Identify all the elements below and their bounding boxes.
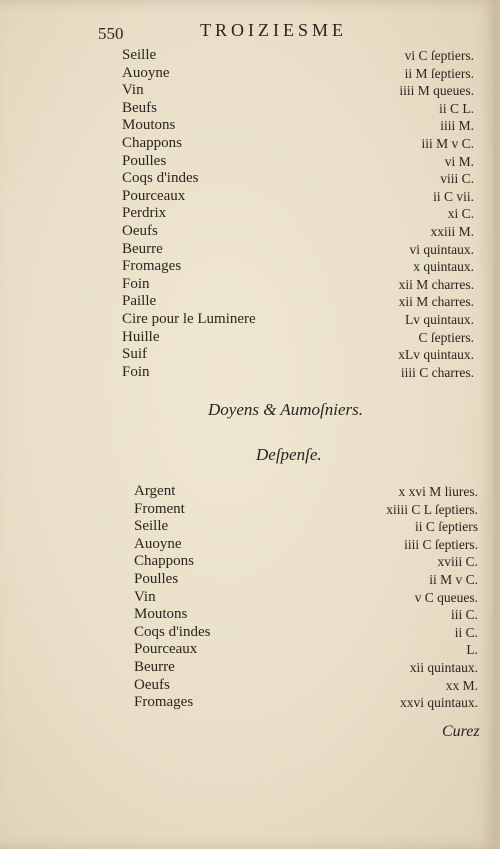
item-name: Suif	[122, 346, 148, 363]
list-item	[122, 47, 474, 65]
item-quantity: iii M v C.	[421, 135, 474, 151]
item-name: Seille	[134, 518, 169, 535]
item-quantity: iiii C ſeptiers.	[404, 536, 478, 552]
item-name: Beufs	[122, 99, 157, 116]
item-quantity: viii C.	[440, 171, 474, 187]
item-name: Foin	[122, 275, 150, 292]
list-item	[122, 205, 474, 223]
item-name: Cire pour le Luminere	[122, 310, 256, 327]
list-item	[134, 694, 478, 712]
item-name: Beurre	[134, 658, 175, 675]
page-edge	[494, 0, 500, 849]
item-name: Argent	[134, 483, 176, 499]
list-item	[134, 659, 478, 677]
list-item	[134, 536, 478, 554]
list-item	[134, 553, 478, 571]
item-name: Fromages	[122, 258, 182, 275]
item-name: Moutons	[134, 606, 188, 623]
item-quantity: ii M ſeptiers.	[404, 65, 474, 81]
list-item	[122, 65, 474, 83]
list-item	[134, 518, 478, 536]
item-name: Oeufs	[122, 222, 158, 239]
item-name: Poulles	[134, 570, 179, 587]
item-name: Seille	[122, 47, 157, 63]
list-item	[122, 329, 474, 347]
item-name: Moutons	[122, 117, 176, 134]
item-name: Paille	[122, 293, 157, 310]
list-item	[122, 117, 474, 135]
list-item	[122, 135, 474, 153]
provisions-list-2	[134, 483, 478, 712]
list-item	[122, 311, 474, 329]
list-item	[134, 641, 478, 659]
item-name: Vin	[122, 82, 144, 99]
item-name: Poulles	[122, 152, 167, 169]
item-name: Beurre	[122, 240, 163, 257]
item-quantity: vi quintaux.	[409, 241, 474, 257]
list-item	[134, 606, 478, 624]
item-quantity: v C queues.	[414, 589, 478, 605]
list-item	[122, 223, 474, 241]
list-item	[134, 589, 478, 607]
item-name: Pourceaux	[134, 641, 198, 658]
item-quantity: vi C ſeptiers.	[404, 48, 474, 63]
item-name: Perdrix	[122, 205, 167, 222]
list-item	[122, 170, 474, 188]
item-quantity: xxiii M.	[430, 223, 474, 239]
list-item	[122, 346, 474, 364]
item-name: Froment	[134, 500, 185, 517]
list-item	[134, 624, 478, 642]
list-item	[122, 188, 474, 206]
item-name: Huille	[122, 328, 160, 345]
item-name: Foin	[122, 363, 150, 380]
item-name: Oeufs	[134, 676, 170, 693]
section-subtitle: Deſpenſe.	[256, 445, 322, 464]
item-quantity: xLv quintaux.	[398, 347, 474, 363]
item-quantity: L.	[466, 642, 478, 658]
item-quantity: x quintaux.	[413, 259, 474, 275]
item-quantity: xiiii C L ſeptiers.	[386, 501, 478, 517]
list-item	[122, 82, 474, 100]
item-quantity: x xvi M liures.	[398, 484, 478, 499]
item-quantity: iiii M queues.	[399, 83, 474, 99]
list-item	[122, 153, 474, 171]
item-quantity: iiii M.	[440, 118, 474, 134]
item-quantity: xii M charres.	[398, 294, 474, 310]
item-quantity: xviii C.	[437, 554, 478, 570]
item-name: Auoyne	[134, 535, 182, 552]
list-item	[122, 100, 474, 118]
item-quantity: xii quintaux.	[409, 659, 478, 675]
item-name: Coqs d'indes	[122, 170, 199, 187]
item-quantity: iiii C charres.	[400, 364, 474, 380]
item-name: Fromages	[134, 694, 194, 711]
item-quantity: xi C.	[447, 206, 474, 222]
provisions-list-1	[122, 47, 474, 381]
catchword: Curez	[442, 723, 480, 740]
item-quantity: ii C L.	[439, 100, 474, 116]
item-quantity: ii C.	[454, 624, 478, 640]
list-item	[122, 293, 474, 311]
item-quantity: vi M.	[444, 153, 474, 169]
item-quantity: C ſeptiers.	[418, 329, 474, 345]
section-title: Doyens & Aumoſniers.	[208, 400, 364, 419]
item-quantity: iii C.	[450, 607, 478, 623]
item-name: Coqs d'indes	[134, 623, 211, 640]
item-quantity: xii M charres.	[398, 276, 474, 292]
list-item	[122, 241, 474, 259]
running-head: TROIZIESME	[200, 20, 347, 40]
list-item	[122, 276, 474, 294]
list-item	[122, 258, 474, 276]
list-item	[122, 364, 474, 382]
item-quantity: ii C vii.	[433, 188, 474, 204]
page-header	[0, 18, 500, 48]
page-number: 550	[98, 24, 124, 43]
item-quantity: xxvi quintaux.	[400, 695, 478, 711]
list-item	[134, 571, 478, 589]
item-name: Chappons	[134, 553, 194, 570]
item-quantity: ii M v C.	[429, 571, 478, 587]
item-name: Pourceaux	[122, 187, 186, 204]
list-item	[134, 677, 478, 695]
item-quantity: Lv quintaux.	[405, 311, 474, 327]
list-item	[134, 483, 478, 501]
item-quantity: ii C ſeptiers	[415, 519, 478, 535]
item-name: Auoyne	[122, 64, 170, 81]
item-name: Vin	[134, 588, 156, 605]
list-item	[134, 501, 478, 519]
item-quantity: xx M.	[445, 677, 478, 693]
item-name: Chappons	[122, 134, 182, 151]
